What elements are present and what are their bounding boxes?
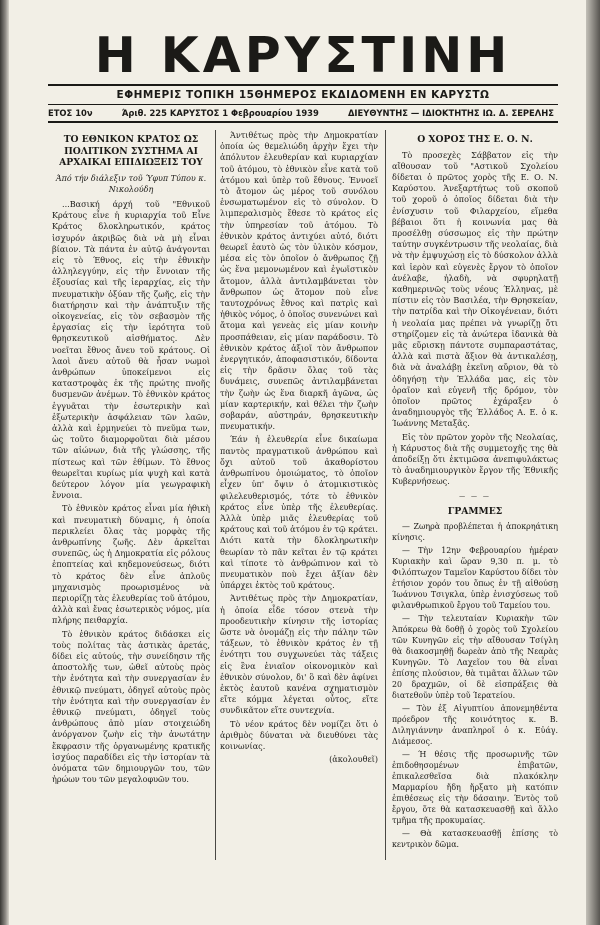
column-three	[392, 130, 558, 850]
masthead	[48, 27, 558, 125]
masthead-rule-middle	[48, 104, 558, 105]
newspaper-subtitle: ΕΦΗΜΕΡΙΣ ΤΟΠΙΚΗ 15ΘΗΜΕΡΟΣ ΕΚΔΙΔΟΜΕΝΗ ΕΝ ΚΑΡΥΣΤΩ	[116, 89, 490, 101]
column-two	[220, 130, 378, 850]
article-paragraph: Τὸ ἐθνικὸν κράτος εἶναι μία ἠθικὴ καὶ πνευματικὴ δύναμις, ἡ ὁποία περικλείει ὅλας τὰς μορφὰς τῆς ἀνθρωπίνης ζωῆς. Δὲν ἀρκεῖται συνεπῶς, ὡς ἡ Δημοκρατία εἰς ρόλους ἐποπτείας καὶ κηδεμονεύσεως, διότι τὸ κράτος δὲν εἶνε ἁπλοῦς μηχανισμὸς προωρισμένος νὰ περιορίζῃ τὰς ἐλευθερίας τοῦ ἀτόμου, ἀλλὰ καὶ ἔνας ἐσωτερικὸς νόμος, μία πλήρης πειθαρχία.	[52, 503, 210, 626]
article-paragraph: Άντιθέτως πρὸς τὴν Δημοκρατίαν ὁποία ὡς θεμελιώδη ἀρχὴν ἔχει τὴν ἀπόλυτον ἐλευθερίαν καὶ κυριαρχίαν τοῦ ἀτόμου, τὸ ἐθνικὸν εἶνε κατὰ τοῦ ἀτόμου καὶ ὑπὲρ τοῦ ἔθνους. Έννοεῖ τὸ ἄτομον ὡς μέρος τοῦ συνόλου ἐνσωματωμένον εἰς τὸ σύνολον. Ό λιμπεραλισμὸς ἔθεσε τὸ κράτος εἰς τὴν ὑπηρεσίαν τοῦ ἀτόμου. Τὸ ἐθνικὸν κράτος ἀντιχύει αὐτό, διότι θεωρεῖ ἑαυτὸ ὡς τὸν ὑλικὸν κόσμον, μέσα εἰς τὸν ὁποῖον ὁ ἄνθρωπος ζῇ ὡς ἕνα μεμονωμένον καὶ ἐγωϊστικὸν ἄτομον, ἀλλὰ ἀντιλαμβάνεται τὸν ἄνθρωπον ὡς ἄτομον ποὺ εἶνε ταυτοχρόνως ἔθνος καὶ πατρὶς καὶ ἠθικὸς νόμος, ὁ ὁποῖος συνενώνει καὶ ἄτομα καὶ γενεὰς εἰς μίαν κοινὴν προσπάθειαν, εἰς μίαν παράδοσιν. Τὸ ἐθνικὸν κράτος ἀξιοῖ τὸν ἄνθρωπον ἐνεργητικόν, ἀποφασιστικόν, δίδοντα εἰς τὴν δρᾶσιν ὅλας τοῦ τὰς δυνάμεις, συνεπῶς ἀντιλαμβάνεται τὴν ζωὴν ὡς ἕνα διαρκῆ ἀγῶνα, ὡς μίαν καρτερικήν, καὶ θέλει τὴν ζωὴν σοβαράν, αὐστηράν, θρησκευτικὴν πνευματικήν.	[220, 130, 378, 432]
article-heading-eon-dance: Ο ΧΟΡΟΣ ΤΗΣ Ε. Ο. Ν.	[417, 134, 533, 145]
column-one	[52, 130, 210, 850]
article-heading-national-state: ΤΟ ΕΘΝΙΚΟΝ ΚΡΑΤΟΣ ΩΣ ΠΟΛΙΤΙΚΟΝ ΣΥΣΤΗΜΑ ΑΙ ΑΡΧΑΙΚΑΙ ΕΠΙΔΙΩΞΕΙΣ ΤΟΥ	[59, 134, 203, 168]
section-separator: — — —	[459, 492, 491, 500]
article-paragraph: Τὸ νέον κράτος δὲν νομίζει ὅτι ὁ ἀριθμὸς δύναται νὰ διευθύνει τὰς κοινωνίας.	[220, 718, 378, 751]
article-paragraph: Έάν ἡ ἐλευθερία εἶνε δικαίωμα παντὸς πραγματικοῦ ἀνθρώπου καὶ ὄχι αὐτοῦ τοῦ ἀκαθορίστου ἀνθρωπίνου ὁμοιώματος, τὸ ὁποῖον εἶχεν ὑπ' ὄψιν ὁ ἀτομικιστικὸς φιλελευθερισμός, τότε τὸ ἐθνικὸν κράτος εἶνε ὑπὲρ τῆς ἐλευθερίας. Άλλὰ ὑπὲρ μιᾶς ἐλευθερίας τοῦ κράτους καὶ τοῦ ἀτόμου ἐν τῷ κράτει. Διότι κατὰ τὴν δλοκληρωτικὴν θεωρίαν τὸ πᾶν κεῖται ἐν τῷ κράτει καὶ τίποτε τὸ ἀνθρώπινον καὶ τὸ πνευματικὸν ποὺ ἔχει ἀξίαν δὲν ὑπάρχει ἐκτὸς τοῦ κράτους.	[220, 434, 378, 591]
article-paragraph: Τὸ ἐθνικὸν κράτος διδάσκει εἰς τοὺς πολίτας τὰς ἀστικὰς ἀρετάς, δίδει εἰς αὐτούς, τὴν συνείδησιν τῆς ἀποστολῆς των, ὡθεῖ αὐτοὺς πρὸς τὴν ἑνότητα καὶ τὴν συνεργασίαν ἐν ἐθνικῷ πνεύματι, ὁδηγεῖ αὐτοὺς πρὸς τὴν ἑνότητα καὶ τὴν συνεργασίαν ἐν ἐθνικῷ πνεύματι, ὁδηγεῖ τοὺς ἀνθρώπους ἀπὸ μίαν στοιχειώδη ἀνόργανον ζωὴν εἰς τὴν ἀνωτάτην ἔκφρασιν τῆς ὀργανωμένης κρατικῆς ἰσχύος παραδίδει εἰς τὴν ἱστορίαν τὰ ὀνόματα τῶν δημιουργῶν του, τῶν ἡρώων του τῶν μεγαλοφυῶν του.	[52, 628, 210, 785]
issue-director: ΔΙΕΥΘΥΝΤΗΣ — ΙΔΙΟΚΤΗΤΗΣ ΙΩ. Δ. ΣΕΡΕΛΗΣ	[347, 108, 554, 118]
article-columns	[52, 130, 558, 850]
article-paragraph: Άντιθέτως πρὸς τὴν Δημοκρατίαν, ἡ ὁποία εἶδε τόσον στενὰ τὴν προοδευτικὴν κίνησιν τῆς ἱστορίας ὥστε νὰ ὀνομάζῃ εἰς τὴν πάλην τῶν τάξεων, τὸ ἐθνικὸν κράτος ἐν τῇ ἑνότητι του συγχωνεύει τὰς τάξεις εἰς ἓνα ἑνιαῖον οἰκονομικὸν καὶ ἐθνικὸν σύνολον, δι' ὃ καὶ δὲν ἀφίνει ἐκτὸς ἑαυτοῦ κανένα σχηματισμὸν εἴτε κόμμα λέγεται οὗτος, εἴτε συνδικᾶτον εἴτε συντεχνία.	[220, 593, 378, 716]
newspaper-title: Η ΚΑΡΥΣΤΙΝΗ	[94, 27, 512, 84]
news-item: — Τὴν τελευταίαν Κυριακὴν τῶν Άπόκρεω θὰ δοθῇ ὁ χορὸς τοῦ Σχολείου τῶν Κυνηγῶν εἰς τὴν αἴθουσαν Τσίγλη θὰ διακοσμηθῇ δωρεὰν ἀπὸ τῆς Νεαρὰς Κυνηγῶν. Τὸ Λαχεῖον του θὰ εἶναι ἐπίσης πλούσιον, θὰ τιμᾶται ἄλλων τῶν 20 δραχμῶν, οἱ δὲ εἰσπράξεις θὰ διατεθοῦν ὑπὲρ τοῦ Ίερατείου.	[392, 614, 558, 701]
news-heading: ΓΡΑΜΜΕΣ	[447, 505, 503, 517]
news-item: — Ζωηρὰ προβλέπεται ἡ ἀποκρηάτικη κίνησις.	[392, 522, 558, 543]
article-paragraph: ...Βασική άρχή τοῦ "Εθνικοῦ Κράτους εἶνε ἡ κυριαρχία τοῦ Εἶνε Κράτος δλοκληρωτικόν, κράτος ἰσχυρόν ἀκριβῶς διὰ νὰ μὴ εἶναι βίαιον. Τὰ πάντα ἐν αὐτῷ ἀνάγονται εἰς τὸ Έθνος, εἰς τὴν ἐθνικὴν ἀλληλεγγύην, εἰς τὴν ἔννοιαν τῆς ἐξουσίας καὶ τῆς ἱεραρχίας, εἰς τὴν πνευματικὴν ὀξύαν τῆς ζωῆς, εἰς τὴν διατήρησιν καὶ τὴν ἀνάπτυξιν τῆς οἰκογενείας, εἰς τὸν σεβασμὸν τῆς ἐργασίας εἰς τὴν ἱερότητα τοῦ θρησκευτικοῦ αἰσθήματος. Δὲν νοεῖται ἔθνος ἄνευ τοῦ κράτους. Οἱ λαοὶ ἄνευ αὐτοῦ θὰ ἦσαν νωμοὶ ἀνθρώπων ὑποκείμενοι εἰς καταστροφὰς ἐκ τῆς πρώτης πνοῆς δυσμενῶν ἀνέμων. Τὸ ἐθνικὸν κράτος ἐγγυᾶται τὴν ἐσωτερικὴν καὶ ἐξωτερικὴν ἀσφάλειαν τῶν λαῶν, ἀλλὰ καὶ ἑρμηνεύει τὸ πνεῦμα των, ὡς τοῦτο διαμορφοῦται διὰ μέσου τῶν αἰώνων, διὰ τῆς γλώσσης, τῆς πίστεως καὶ τῶν ἐθίμων. Τὸ ἔθνος θεωρεῖται κυρίως μία ψυχὴ καὶ κατὰ δεύτερον λόγον μία γεωγραφικὴ ἔννοια.	[52, 198, 210, 501]
issue-number-date: Άριθ. 225 ΚΑΡΥΣΤΟΣ 1 Φεβρουαρίου 1939	[121, 108, 319, 118]
column-divider	[215, 130, 216, 860]
masthead-rule-top	[48, 84, 558, 86]
news-item: — Ή θέσις τῆς προσωρινῆς τῶν ἐπιδοθησομένων ἐπιβατῶν, ἐπικαλεσθεῖσα διὰ πλακόκλην Μαρμαρίου ἤδη ἤρξατο μὴ κατόπιν ἐπιθέσεως εἰς τὴν δάσαιην. Έντὸς τοῦ ἔργου, ὅτε θὰ κατασκευασθῇ καὶ ἄλλο τμῆμα τῆς προκυμαίας.	[392, 750, 558, 826]
article-byline: Άπό τήν διάλεξιν τοῦ Ύφυπ Τύπου κ. Νικολούδη	[55, 173, 207, 194]
article-paragraph: Τὸ προσεχὲς Σάββατον εἰς τὴν αἴθουσαν τοῦ "Αστικοῦ Σχολείου δίδεται ὁ πρῶτος χορὸς τῆς Ε. Ο. Ν. Καρύστου. Άνεξαρτήτως τοῦ σκοποῦ τοῦ χοροῦ ὁ ὁποῖος δίδεται διὰ τὴν ἐνίσχυσιν τοῦ Φιλαρχείου, εἴμεθα βέβαιοι ὅτι ἡ κοινωνία μας θὰ προσέλθῃ σύσσωμος εἰς τὴν πρώτην ταύτην συγκέντρωσιν τῆς νεολαίας, διὰ νὰ τὴν ἐμψυχώσῃ εἰς τὸ δύσκολον ἀλλὰ καὶ ἱερὸν καὶ εὐγενὲς ἔργον τὸ ὁποῖον ἀνέλαβε, ἠλαδὴ, νὰ σφυρηλατῇ καθημερινῶς τοὺς νέους Έλληνας, μὲ πίστιν εἰς τὸν Βασιλέα, τὴν Θρησκείαν, τὴν πατρίδα καὶ τὴν Οἰκογένειαν, διότι ἡ νεολαία μας πρέπει νὰ γνωρίζῃ ὅτι στηρίζομεν εἰς τὰ ἀνώτερα ἰδανικὰ θὰ μᾶς εὕρισκῃ πάντοτε συμπαραστάτας, ἀλλὰ καὶ πιστὰ ἄξιον θὰ ἀντικαλέσῃ, διὰ νὰ ἀναλάβῃ ἐκεῖνη αὔριον, θὰ τὸ ὁδηγήσῃ τὴν Έλλάδα μας, εἰς τὸν ὁραῖον καὶ εὐγενῆ τῆς δρόμον, τὸν ὁποῖον πρῶτος ἐχάραξεν ὁ ἀναδημιουργὸς τῆς Έλλάδος Α. Ε. ὁ κ. Ίωάννης Μεταξᾶς.	[392, 149, 558, 429]
article-paragraph: Εἰς τὸν πρῶτον χορὸν τῆς Νεολαίας, ἡ Κάρυστος διὰ τῆς συμμετοχῆς της θὰ ἀποδείξῃ ὅτι ἐκτιμῶσα ἀνεπιφυλάκτως τὸ ἀναδημιουργικὸν ἔργον τῆς Έθνικῆς Κυβερνήσεως.	[392, 431, 558, 487]
issue-year: ΕΤΟΣ 10ν	[48, 108, 93, 118]
issue-info-line	[48, 107, 558, 119]
news-item: — Τὴν 12ην Φεβρουαρίου ἡμέραν Κυριακὴν καὶ ὥραν 9,30 π. μ. τὸ Φιλόπτωχον Ταμεῖον Καρύστου δίδει τὸν ἐτήσιον χορόν του ὅπως ἐν τῇ αἰθούσῃ Ίωάννου Τσιγκλα, ὑπὲρ ἐνισχύσεως τοῦ φιλανθρωπικοῦ ἔργου τοῦ Ταμείου του.	[392, 546, 558, 611]
masthead-rule-bottom	[48, 121, 558, 123]
news-item: — Θὰ κατασκευασθῇ ἐπίσης τὸ κεντρικὸν δῶμα.	[392, 829, 558, 850]
column-divider	[385, 130, 386, 860]
news-item: — Τὸν ἐξ Αἰγυπτίου ἀπονεμηθέντα πρόεδρον τῆς κοινότητος κ. Β. Διληγιάννην ἀναπληροῖ ὁ κ. Εὐάγ. Διάμεσος.	[392, 704, 558, 747]
continued-note: (ἀκολουθεῖ)	[329, 754, 378, 765]
